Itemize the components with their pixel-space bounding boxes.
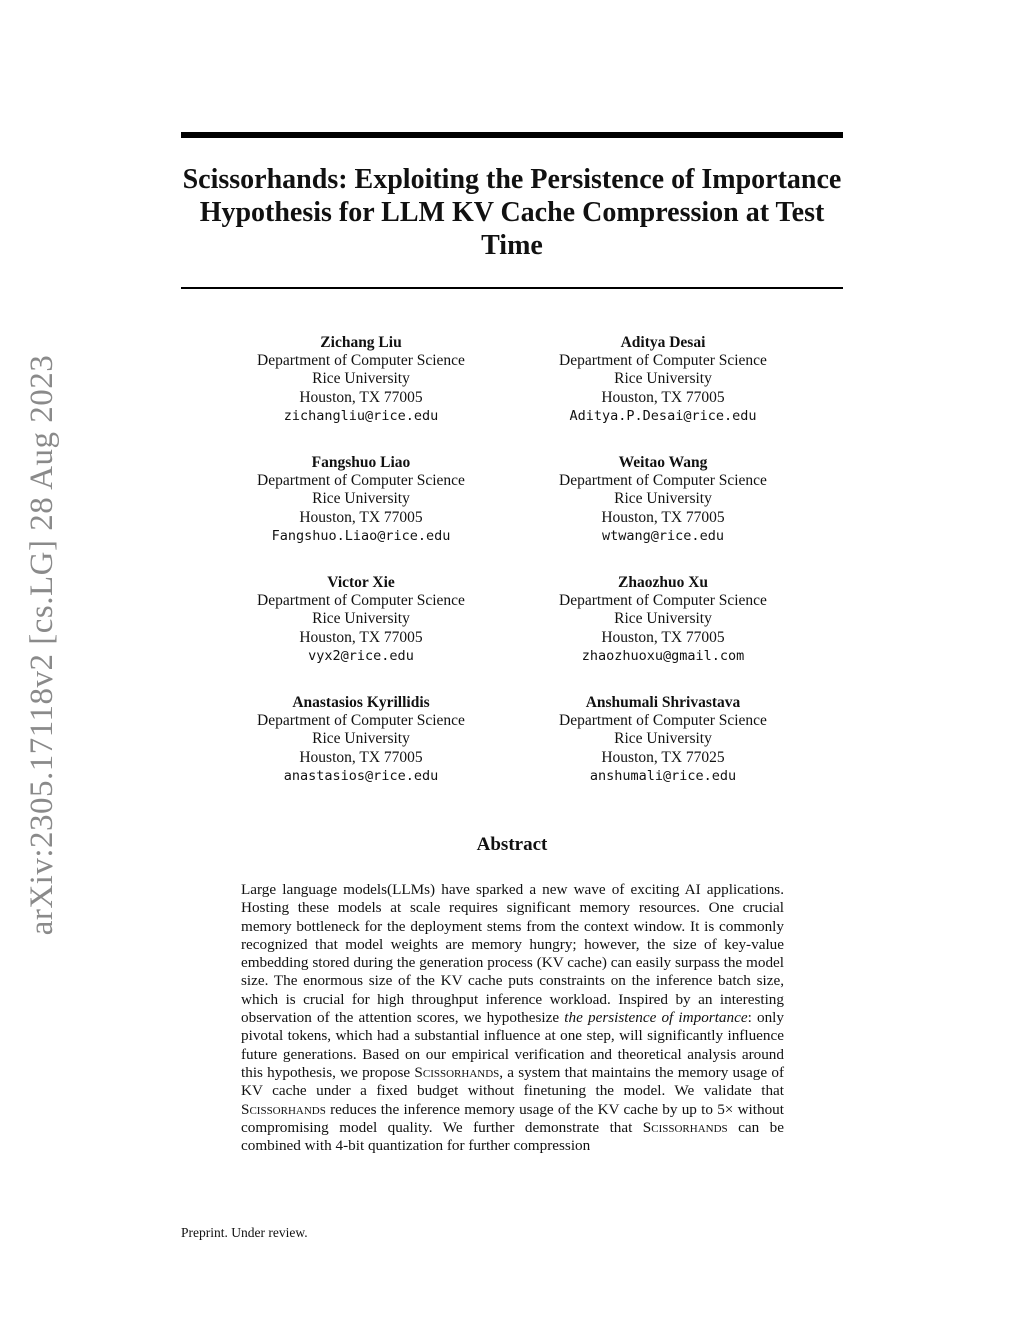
author-department: Department of Computer Science xyxy=(559,352,767,370)
title-top-rule xyxy=(181,132,843,138)
author-location: Houston, TX 77005 xyxy=(299,628,423,646)
author-department: Department of Computer Science xyxy=(257,352,465,370)
author-name: Anastasios Kyrillidis xyxy=(292,694,430,711)
author-email: zhaozhuoxu@gmail.com xyxy=(581,647,745,664)
author-university: Rice University xyxy=(312,730,410,748)
author-email: zichangliu@rice.edu xyxy=(283,407,439,424)
author-name: Fangshuo Liao xyxy=(311,454,411,471)
author-email: anastasios@rice.edu xyxy=(283,767,439,784)
abstract-text: : only pivotal tokens, which had a substantial influence at one step, will significantly influence future generations. Based on our empirical verification and theoretical analysis around this hypothesis, we propose xyxy=(241,1009,784,1081)
author-department: Department of Computer Science xyxy=(257,592,465,610)
author-email: vyx2@rice.edu xyxy=(308,647,414,664)
author-name: Anshumali Shrivastava xyxy=(585,694,741,711)
author-name: Zichang Liu xyxy=(320,334,402,351)
author-block-anastasios-kyrillidis xyxy=(201,694,521,785)
author-location: Houston, TX 77005 xyxy=(601,628,725,646)
author-block-fangshuo-liao xyxy=(201,454,521,545)
system-name: Scissorhands xyxy=(642,1118,728,1136)
author-university: Rice University xyxy=(614,370,712,388)
author-name: Weitao Wang xyxy=(618,454,708,471)
author-location: Houston, TX 77005 xyxy=(299,508,423,526)
author-university: Rice University xyxy=(312,490,410,508)
author-block-zhaozhuo-xu xyxy=(503,574,823,665)
system-name: Scissorhands xyxy=(414,1063,500,1081)
abstract-text: reduces the inference memory usage of the KV cache by up to 5× without compromising model quality. We further demonstrate that xyxy=(241,1100,784,1136)
author-department: Department of Computer Science xyxy=(559,472,767,490)
author-location: Houston, TX 77005 xyxy=(601,508,725,526)
author-block-weitao-wang xyxy=(503,454,823,545)
abstract-text: , a system that maintains the memory usage of KV cache under a fixed budget without finetuning the model. We validate that xyxy=(241,1063,784,1100)
system-name: Scissorhands xyxy=(241,1100,326,1118)
abstract-text: can be combined with 4-bit quantization for further compression xyxy=(241,1118,784,1155)
author-block-zichang-liu xyxy=(201,334,521,425)
author-block-aditya-desai xyxy=(503,334,823,425)
author-department: Department of Computer Science xyxy=(257,472,465,490)
author-location: Houston, TX 77005 xyxy=(299,748,423,766)
arxiv-identifier-stamp: arXiv:2305.17118v2 [cs.LG] 28 Aug 2023 xyxy=(24,354,60,936)
abstract-text: Large language models(LLMs) have sparked a new wave of exciting AI applications. Hosting these models at scale requires significant memory resources. One crucial memory bottleneck for the deployment stems from the context window. It is commonly recognized that model weights are memory hungry; however, the size of key-value embedding stored during the generation process (KV cache) can easily surpass the model size. The enormous size of the KV cache puts constraints on the inference batch size, which is crucial for high throughput inference workload. Inspired by an interesting observation of the attention scores, we hypothesize xyxy=(241,881,784,1027)
author-university: Rice University xyxy=(312,370,410,388)
author-location: Houston, TX 77005 xyxy=(299,388,423,406)
author-name: Victor Xie xyxy=(327,574,395,591)
preprint-note: Preprint. Under review. xyxy=(181,1225,308,1240)
author-location: Houston, TX 77025 xyxy=(601,748,725,766)
author-email: Aditya.P.Desai@rice.edu xyxy=(569,407,757,424)
author-block-victor-xie xyxy=(201,574,521,665)
author-email: wtwang@rice.edu xyxy=(602,527,724,544)
author-university: Rice University xyxy=(312,610,410,628)
author-block-anshumali-shrivastava xyxy=(503,694,823,785)
author-university: Rice University xyxy=(614,610,712,628)
author-name: Aditya Desai xyxy=(620,334,706,351)
author-email: anshumali@rice.edu xyxy=(589,767,737,784)
author-university: Rice University xyxy=(614,730,712,748)
author-department: Department of Computer Science xyxy=(559,712,767,730)
abstract-emphasis: the persistence of importance xyxy=(564,1009,748,1027)
author-university: Rice University xyxy=(614,490,712,508)
author-department: Department of Computer Science xyxy=(257,712,465,730)
title-bottom-rule xyxy=(181,287,843,289)
author-email: Fangshuo.Liao@rice.edu xyxy=(271,527,451,544)
abstract-heading: Abstract xyxy=(476,834,548,855)
paper-title: Scissorhands: Exploiting the Persistence of Importance Hypothesis for LLM KV Cache Compression at Test Time xyxy=(182,164,842,261)
author-location: Houston, TX 77005 xyxy=(601,388,725,406)
author-name: Zhaozhuo Xu xyxy=(617,574,709,591)
author-department: Department of Computer Science xyxy=(559,592,767,610)
abstract-body xyxy=(241,881,784,1155)
